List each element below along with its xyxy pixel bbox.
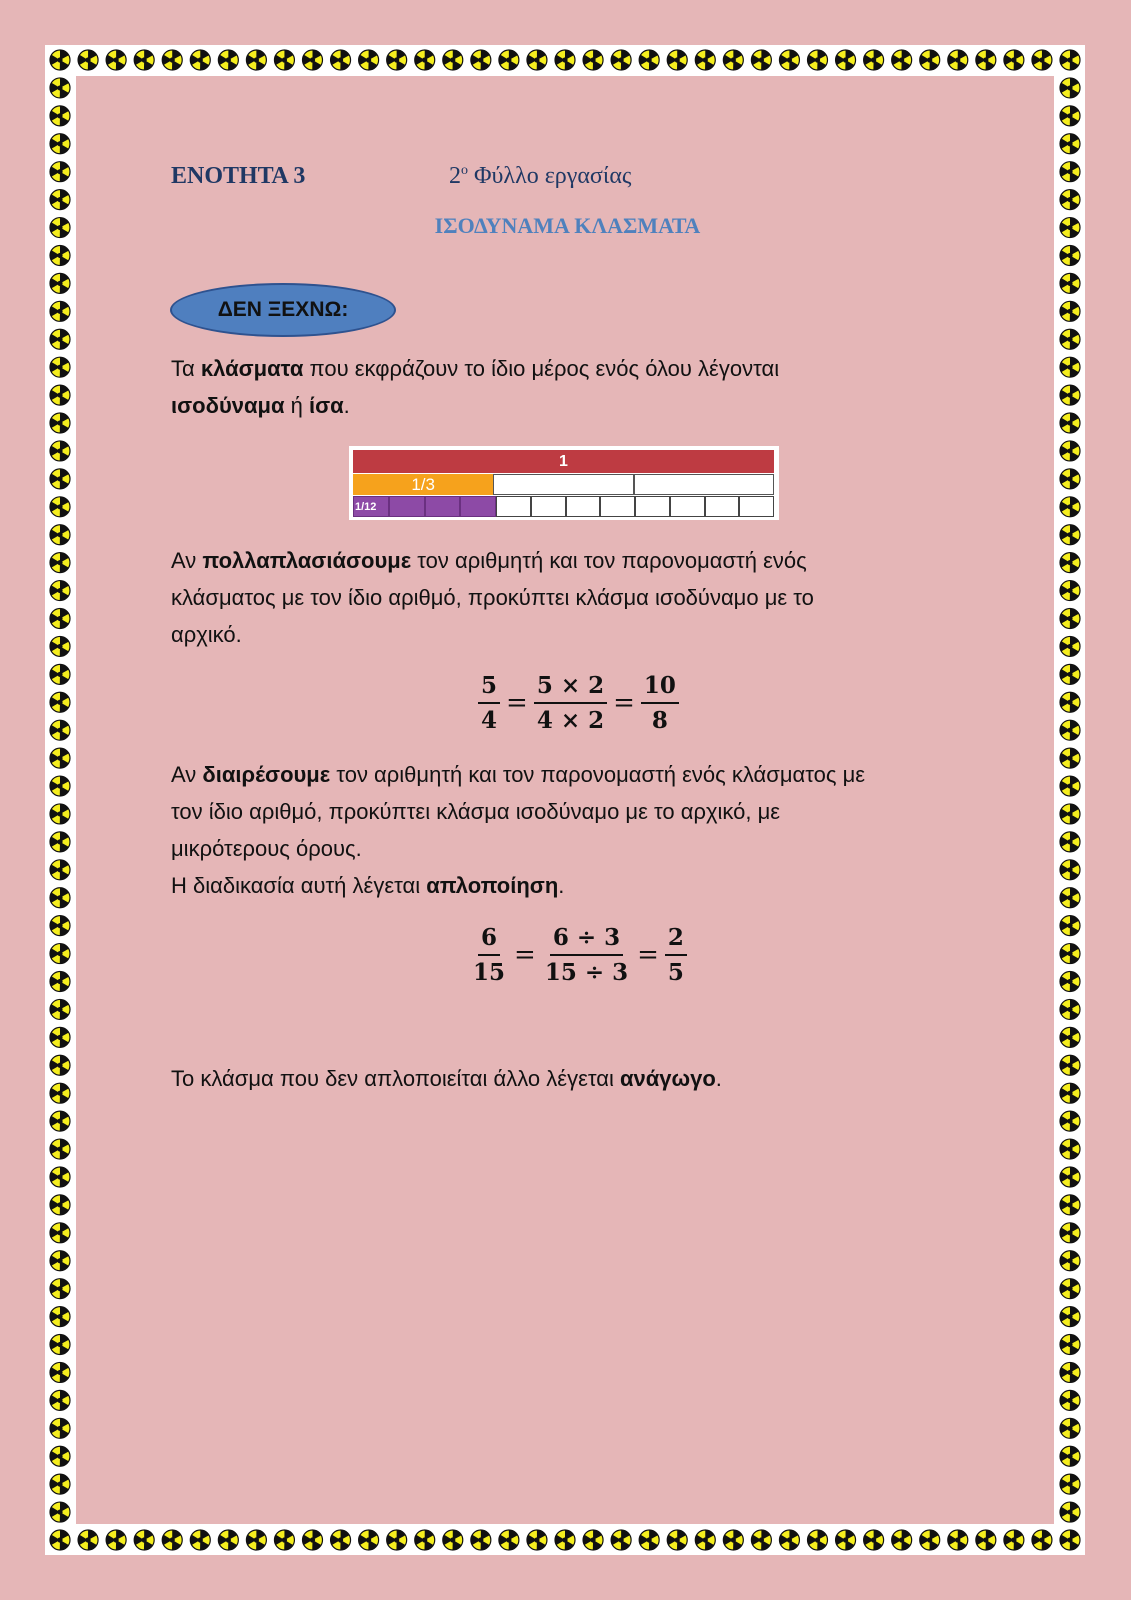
equals-sign: = bbox=[613, 688, 635, 718]
twelfth-segment bbox=[635, 496, 670, 517]
definition-paragraph bbox=[171, 350, 971, 424]
twelfth-segment bbox=[496, 496, 531, 517]
twelfth-segment bbox=[670, 496, 705, 517]
div-line-1 bbox=[171, 756, 971, 793]
fraction-original bbox=[478, 672, 500, 734]
sheet-number: 2 bbox=[449, 163, 461, 189]
division-paragraph bbox=[171, 756, 971, 904]
numerator: 10 bbox=[641, 672, 679, 704]
denominator: 5 bbox=[667, 959, 684, 986]
fraction-strip bbox=[349, 446, 779, 520]
irreducible-paragraph bbox=[171, 1060, 971, 1097]
equals-sign: = bbox=[514, 940, 536, 970]
text: . bbox=[715, 1066, 722, 1091]
multiplication-paragraph bbox=[171, 542, 971, 653]
third-segment bbox=[493, 474, 633, 495]
div-line-4 bbox=[171, 867, 971, 904]
twelfth-segment bbox=[389, 496, 425, 517]
twelfth-segment bbox=[353, 496, 389, 517]
twelfths-row bbox=[353, 496, 774, 517]
div-line-2: τον ίδιο αριθμό, προκύπτει κλάσμα ισοδύναμο με το αρχικό, με bbox=[171, 799, 781, 824]
multiplication-equation bbox=[474, 672, 683, 734]
twelfth-segment bbox=[600, 496, 635, 517]
bold-term: απλοποίηση bbox=[426, 873, 559, 898]
unit-heading: ΕΝΟΤΗΤΑ 3 bbox=[171, 163, 306, 189]
sheet-ordinal: ο bbox=[461, 163, 468, 178]
equals-sign: = bbox=[506, 688, 528, 718]
denominator: 15 bbox=[473, 959, 506, 986]
third-label: 1/3 bbox=[411, 474, 435, 494]
twelfth-segment bbox=[425, 496, 461, 517]
denominator: 4 × 2 bbox=[536, 707, 605, 734]
third-segment bbox=[634, 474, 774, 495]
whole-bar bbox=[353, 450, 774, 473]
whole-label: 1 bbox=[559, 452, 568, 470]
bold-term: ίσα bbox=[308, 393, 344, 418]
twelfth-segment bbox=[531, 496, 566, 517]
twelfth-segment bbox=[705, 496, 740, 517]
denominator: 4 bbox=[481, 707, 498, 734]
page-title: ΙΣΟΔΥΝΑΜΑ ΚΛΑΣΜΑΤΑ bbox=[434, 213, 701, 238]
denominator: 15 ÷ 3 bbox=[544, 959, 629, 986]
simplification-equation bbox=[466, 924, 691, 986]
bold-term: ανάγωγο bbox=[619, 1066, 716, 1091]
text: Το κλάσμα που δεν απλοποιείται άλλο λέγεται bbox=[171, 1066, 620, 1091]
text: . bbox=[558, 873, 565, 898]
text: Η διαδικασία αυτή λέγεται bbox=[171, 873, 427, 898]
irreducible-line bbox=[171, 1060, 971, 1097]
worksheet-number bbox=[449, 163, 631, 190]
equals-sign: = bbox=[637, 940, 659, 970]
thirds-row bbox=[353, 474, 774, 495]
text: που εκφράζουν το ίδιο μέρος ενός όλου λέγονται bbox=[303, 356, 780, 381]
twelfth-segment bbox=[460, 496, 496, 517]
bold-term: πολλαπλασιάσουμε bbox=[202, 548, 412, 573]
text: ή bbox=[284, 393, 309, 418]
fraction-result bbox=[665, 924, 687, 986]
text: Αν bbox=[171, 762, 203, 787]
reminder-badge bbox=[170, 283, 396, 337]
numerator: 6 bbox=[478, 924, 500, 956]
text: τον αριθμητή και τον παρονομαστή ενός bbox=[411, 548, 807, 573]
mult-line-2: κλάσματος με τον ίδιο αριθμό, προκύπτει κλάσμα ισοδύναμο με το bbox=[171, 585, 814, 610]
definition-line-2 bbox=[171, 387, 971, 424]
fraction-result bbox=[641, 672, 679, 734]
numerator: 6 ÷ 3 bbox=[550, 924, 623, 956]
reminder-label: ΔΕΝ ΞΕΧΝΩ: bbox=[217, 298, 349, 321]
text: Τα bbox=[171, 356, 201, 381]
fraction-operation bbox=[542, 924, 631, 986]
text: . bbox=[343, 393, 350, 418]
div-line-3: μικρότερους όρους. bbox=[171, 836, 362, 861]
twelfth-segment bbox=[739, 496, 774, 517]
text: τον αριθμητή και τον παρονομαστή ενός κλάσματος με bbox=[330, 762, 866, 787]
numerator: 5 × 2 bbox=[534, 672, 607, 704]
mult-line-3: αρχικό. bbox=[171, 622, 242, 647]
twelfth-segment bbox=[566, 496, 601, 517]
numerator: 2 bbox=[665, 924, 687, 956]
bold-term: κλάσματα bbox=[200, 356, 304, 381]
mult-line-1 bbox=[171, 542, 971, 579]
sheet-label: Φύλλο εργασίας bbox=[468, 163, 632, 189]
third-segment bbox=[353, 474, 493, 495]
definition-line-1 bbox=[171, 350, 971, 387]
fraction-operation bbox=[534, 672, 607, 734]
bold-term: διαιρέσουμε bbox=[202, 762, 331, 787]
twelfth-label: 1/12 bbox=[355, 500, 377, 513]
bold-term: ισοδύναμα bbox=[171, 393, 285, 418]
fraction-original bbox=[470, 924, 508, 986]
denominator: 8 bbox=[651, 707, 668, 734]
numerator: 5 bbox=[478, 672, 500, 704]
text: Αν bbox=[171, 548, 203, 573]
